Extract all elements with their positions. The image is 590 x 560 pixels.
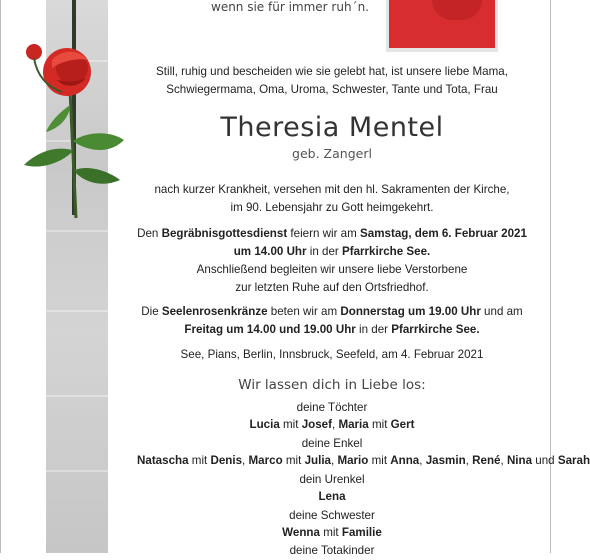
rose-icon: [12, 30, 132, 220]
death-line-1: nach kurzer Krankheit, versehen mit den hl. Sakramenten der Kirche,: [154, 183, 510, 196]
great-grandchild-label: dein Urenkel: [299, 473, 365, 486]
place-date: See, Pians, Berlin, Innsbruck, Seefeld, am 4. Februar 2021: [180, 348, 484, 361]
death-line-2: im 90. Lebensjahr zu Gott heimgekehrt.: [230, 201, 434, 214]
sister-names: Wenna mit Familie: [282, 526, 382, 539]
grandchildren-label: deine Enkel: [301, 437, 363, 450]
godchildren-label: deine Totakinder: [289, 544, 375, 557]
sister-label: deine Schwester: [289, 509, 375, 522]
great-grandchild-name: Lena: [318, 490, 346, 503]
funeral-line-3: Anschließend begleiten wir unsere liebe Verstorbene: [196, 263, 468, 276]
daughters-names: Lucia mit Josef, Maria mit Gert: [249, 418, 415, 431]
portrait-photo: [386, 0, 498, 52]
poem-line: wenn sie für immer ruh´n.: [211, 0, 369, 14]
funeral-line-4: zur letzten Ruhe auf den Ortsfriedhof.: [235, 281, 429, 294]
funeral-line-1: Den Begräbnisgottesdienst feiern wir am Samstag, dem 6. Februar 2021: [137, 227, 527, 240]
rosary-line-2: Freitag um 14.00 und 19.00 Uhr in der Pfarrkirche See.: [184, 323, 480, 336]
rosary-line-1: Die Seelenrosenkränze beten wir am Donnerstag um 19.00 Uhr und am: [141, 305, 523, 318]
intro-line-1: Still, ruhig und bescheiden wie sie gelebt hat, ist unsere liebe Mama,: [156, 65, 508, 78]
farewell-heading: Wir lassen dich in Liebe los:: [238, 377, 426, 393]
intro-line-2: Schwiegermama, Oma, Uroma, Schwester, Tante und Tota, Frau: [166, 83, 498, 96]
funeral-line-2: um 14.00 Uhr in der Pfarrkirche See.: [233, 245, 431, 258]
daughters-label: deine Töchter: [296, 401, 368, 414]
grandchildren-names: Natascha mit Denis, Marco mit Julia, Mario mit Anna, Jasmin, René, Nina und Sarah: [137, 454, 590, 467]
deceased-name: Theresia Mentel: [220, 112, 444, 143]
birth-name: geb. Zangerl: [292, 146, 372, 161]
